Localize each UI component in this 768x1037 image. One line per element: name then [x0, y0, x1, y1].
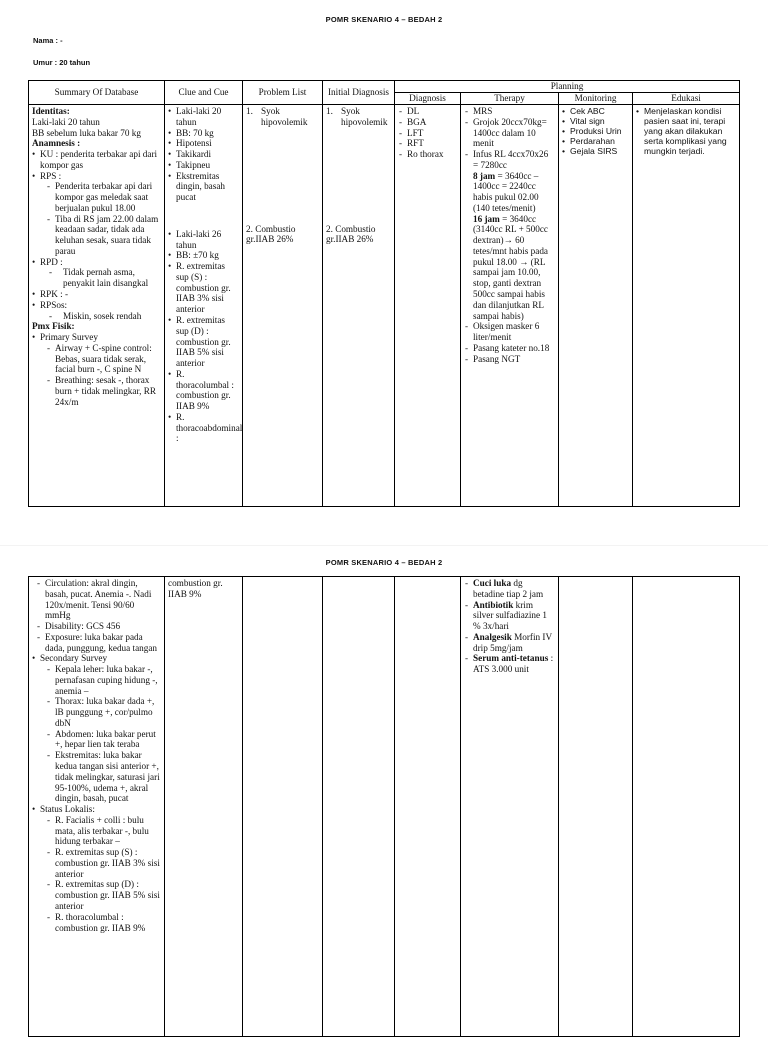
therapy-item: - Oksigen masker 6 liter/menit: [464, 321, 555, 343]
rps-label: RPS :: [40, 170, 62, 181]
therapy-serum-text: : ATS 3.000 unit: [473, 653, 554, 675]
monitoring-item: • Perdarahan: [562, 136, 629, 146]
diagnosis-cell-continued: [395, 577, 461, 1037]
problem-item-number: 1.: [246, 106, 253, 116]
identitas-line: BB sebelum luka bakar 70 kg: [32, 127, 141, 138]
therapy-item: [464, 600, 555, 632]
edukasi-cell: [633, 105, 740, 507]
therapy-item: [464, 653, 555, 675]
initial-diagnosis-item: 2. Combustio gr.IIAB 26%: [326, 223, 376, 245]
status-lokalis-detail: - R. thoracolumbal : combustion gr. IIAB 9%: [46, 912, 161, 934]
rps-item: [32, 171, 161, 257]
secondary-survey-detail: - Abdomen: luka bakar perut +, hepar lien tak teraba: [46, 729, 161, 751]
primary-survey-label: Primary Survey: [40, 332, 98, 343]
clue-item: • R. thoracoabdominal :: [168, 412, 239, 444]
problem-list-cell-continued: [243, 577, 323, 1037]
clue-continued-text: combustion gr. IIAB 9%: [168, 578, 223, 599]
therapy-serum-label: Serum anti-tetanus: [473, 653, 549, 664]
secondary-survey-detail: - Kepala leher: luka bakar -, pernafasan cuping hidung -, anemia –: [46, 664, 161, 696]
problem-item-text: Syok hipovolemik: [261, 106, 308, 127]
clue-item: • Takikardi: [168, 149, 239, 160]
identitas-line: Laki-laki 20 tahun: [32, 116, 100, 127]
rpd-item: [32, 257, 161, 289]
secondary-survey-item: [32, 653, 161, 804]
monitoring-cell: [559, 105, 633, 507]
header-edukasi: Edukasi: [633, 93, 740, 105]
clue-item: • BB: 70 kg: [168, 128, 239, 139]
status-lokalis-detail: - R. extremitas sup (D) : combustion gr. IIAB 5% sisi anterior: [46, 879, 161, 911]
monitoring-cell-continued: [559, 577, 633, 1037]
page-separator: [0, 545, 768, 546]
rpd-label: RPD :: [40, 256, 63, 267]
clue-item: • Laki-laki 26 tahun: [168, 229, 239, 251]
clue-item: • Takipneu: [168, 160, 239, 171]
primary-survey-detail: - Airway + C-spine control: Bebas, suara tidak serak, facial burn -, C spine N: [46, 343, 161, 375]
status-lokalis-detail: - R. Facialis + colli : bulu mata, alis terbakar -, bulu hidung terbakar –: [46, 815, 161, 847]
secondary-survey-label: Secondary Survey: [40, 653, 108, 664]
therapy-cuci-label: Cuci luka: [473, 578, 512, 588]
pmx-heading: Pmx Fisik:: [32, 321, 75, 332]
therapy-item: - Grojok 20ccx70kg= 1400cc dalam 10 menit: [464, 117, 555, 149]
monitoring-item: • Gejala SIRS: [562, 146, 629, 156]
initial-diagnosis-text: Syok hipovolemik: [341, 106, 388, 127]
identitas-heading: Identitas:: [32, 106, 70, 116]
diagnosis-cell: [395, 105, 461, 507]
header-therapy: Therapy: [461, 93, 559, 105]
edukasi-item: • Menjelaskan kondisi pasien saat ini, terapi yang akan dilakukan serta komplikasi yang mungkin terjadi.: [636, 106, 736, 156]
clue-item: • R. extremitas sup (D) : combustion gr. IIAB 5% sisi anterior: [168, 315, 239, 369]
clue-cell-continued: [165, 577, 243, 1037]
secondary-survey-detail: - Ekstremitas: luka bakar kedua tangan sisi anterior +, tidak melingkar, saturasi jari 95-100%, udema +, akral dingin, basah, pucat: [46, 750, 161, 804]
therapy-cell-continued: [461, 577, 559, 1037]
therapy-cell: [461, 105, 559, 507]
page-title: POMR SKENARIO 4 – BEDAH 2: [325, 558, 443, 567]
summary-cell: [29, 105, 165, 507]
initial-diagnosis-cell-continued: [323, 577, 395, 1037]
ku-item: • KU : penderita terbakar api dari kompor gas: [32, 149, 161, 171]
page-title: POMR SKENARIO 4 – BEDAH 2: [325, 15, 443, 24]
therapy-item: - Pasang kateter no.18: [464, 343, 555, 354]
primary-survey-item: [32, 332, 161, 407]
problem-list-cell: [243, 105, 323, 507]
pomr-table-page1: [28, 80, 740, 507]
header-initial-diagnosis: Initial Diagnosis: [323, 81, 395, 105]
clue-item: • R. extremitas sup (S) : combustion gr. IIAB 3% sisi anterior: [168, 261, 239, 315]
initial-diagnosis-number: 1.: [326, 106, 333, 116]
therapy-16jam-text: = 3640cc (3140cc RL + 500cc dextran)→ 60 tetes/mnt habis pada pukul 18.00 → (RL sampai jam 10.00, stop, ganti dextran 500cc sampai habis dan dilanjutkan RL sampai habis): [473, 213, 549, 321]
header-problem-list: Problem List: [243, 81, 323, 105]
therapy-item: - Pasang NGT: [464, 354, 555, 365]
status-lokalis-item: [32, 804, 161, 933]
primary-survey-detail: - Circulation: akral dingin, basah, pucat. Anemia -. Nadi 120x/menit. Tensi 90/60 mmHg: [36, 578, 161, 621]
monitoring-item: • Produksi Urin: [562, 126, 629, 136]
rpd-detail: - Tidak pernah asma, penyakit lain disangkal: [47, 267, 161, 289]
problem-item: [246, 106, 319, 128]
edukasi-cell-continued: [633, 577, 740, 1037]
primary-survey-detail: - Exposure: luka bakar pada dada, punggung, kedua tangan: [36, 632, 161, 654]
header-monitoring: Monitoring: [559, 93, 633, 105]
therapy-16jam-label: 16 jam: [473, 213, 500, 224]
status-lokalis-label: Status Lokalis:: [40, 804, 95, 815]
primary-survey-detail: - Disability: GCS 456: [36, 621, 161, 632]
diagnosis-item: - LFT: [398, 128, 457, 139]
rpsos-item: [32, 300, 161, 322]
header-planning: Planning: [395, 81, 740, 93]
therapy-antibiotik-text: krim silver sulfadiazine 1 % 3x/hari: [473, 599, 547, 632]
header-clue: Clue and Cue: [165, 81, 243, 105]
primary-survey-detail: - Breathing: sesak -, thorax burn + tidak melingkar, RR 24x/m: [46, 375, 161, 407]
secondary-survey-detail: - Thorax: luka bakar dada +, lB punggung +, cor/pulmo dbN: [46, 696, 161, 728]
clue-item: • R. thoracolumbal : combustion gr. IIAB 9%: [168, 369, 239, 412]
header-diagnosis: Diagnosis: [395, 93, 461, 105]
header-summary: Summary Of Database: [29, 81, 165, 105]
monitoring-item: • Cek ABC: [562, 106, 629, 116]
pomr-table-page2: [28, 576, 740, 1037]
diagnosis-item: - RFT: [398, 138, 457, 149]
rpsos-label: RPSos:: [40, 299, 68, 310]
therapy-item: - MRS: [464, 106, 555, 117]
therapy-item: [464, 578, 555, 600]
clue-item: • Ekstremitas dingin, basah pucat: [168, 171, 239, 203]
monitoring-item: • Vital sign: [562, 116, 629, 126]
therapy-item: [464, 632, 555, 654]
problem-item: 2. Combustio gr.IIAB 26%: [246, 223, 296, 245]
rps-detail: - Penderita terbakar api dari kompor gas meledak saat berjualan pukul 18.00: [46, 181, 161, 213]
rpsos-detail: - Miskin, sosek rendah: [47, 311, 161, 322]
initial-diagnosis-cell: [323, 105, 395, 507]
summary-cell-continued: [29, 577, 165, 1037]
therapy-analgesik-label: Analgesik: [473, 631, 512, 642]
clue-item: • BB: ±70 kg: [168, 250, 239, 261]
diagnosis-item: - DL: [398, 106, 457, 117]
initial-diagnosis-item: [326, 106, 391, 128]
patient-name: Nama : -: [33, 36, 63, 45]
rps-detail: - Tiba di RS jam 22.00 dalam keadaan sadar, tidak ada keluhan sesak, suara tidak parau: [46, 214, 161, 257]
therapy-analgesik-text: Morfin IV drip 5mg/jam: [473, 631, 552, 653]
therapy-8jam-text: = 3640cc – 1400cc = 2240cc habis pukul 02.00 (140 tetes/menit): [473, 170, 539, 213]
clue-cell: [165, 105, 243, 507]
therapy-antibiotik-label: Antibiotik: [473, 599, 514, 610]
therapy-item: [464, 149, 555, 321]
status-lokalis-detail: - R. extremitas sup (S) : combustion gr. IIAB 3% sisi anterior: [46, 847, 161, 879]
therapy-infus-text: Infus RL 4ccx70x26 = 7280cc: [473, 149, 549, 170]
diagnosis-item: - Ro thorax: [398, 149, 457, 160]
therapy-cuci-text: dg betadine tiap 2 jam: [473, 578, 544, 599]
anamnesis-heading: Anamnesis :: [32, 138, 81, 149]
rpk-item: • RPK : -: [32, 289, 161, 300]
patient-age: Umur : 20 tahun: [33, 58, 91, 67]
therapy-8jam-label: 8 jam: [473, 170, 496, 181]
diagnosis-item: - BGA: [398, 117, 457, 128]
clue-item: • Laki-laki 20 tahun: [168, 106, 239, 128]
clue-item: • Hipotensi: [168, 138, 239, 149]
